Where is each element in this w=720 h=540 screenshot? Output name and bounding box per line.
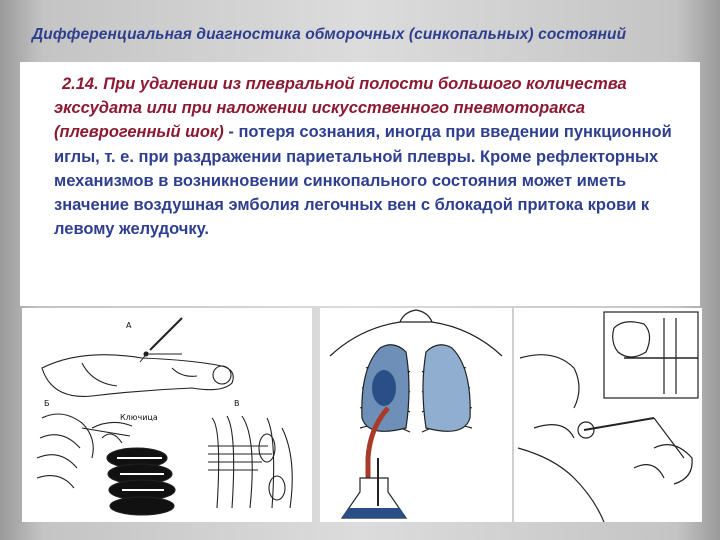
lung-drainage-drawing	[320, 308, 512, 522]
pleural-puncture-drawing	[22, 308, 312, 522]
abdominal-puncture-drawing	[514, 308, 702, 522]
pleural-puncture-illustration	[22, 308, 312, 522]
body-rest-text: - потеря сознания, иногда при введении пункционной иглы, т. е. при раздражении париетальной плевры. Кроме рефлекторных механизмов в возникновении синкопального состояния может иметь значение воздушная эмболия легочных вен с блокадой притока крови к левому желудочку.	[54, 123, 672, 239]
label-v: В	[234, 399, 240, 408]
label-a: А	[126, 321, 132, 330]
label-b: Б	[44, 399, 50, 408]
body-paragraph	[54, 72, 704, 241]
abdominal-puncture-illustration	[514, 308, 702, 522]
label-clavicle: Ключица	[120, 413, 158, 422]
lung-drainage-illustration	[320, 308, 512, 522]
body-lead-text: 2.14. При удалении из плевральной полости большого количества экссудата или при наложении искусственного пневмоторакса (плеврогенный шок)	[54, 75, 627, 142]
slide-title: Дифференциальная диагностика обморочных (синкопальных) состояний	[32, 26, 627, 43]
